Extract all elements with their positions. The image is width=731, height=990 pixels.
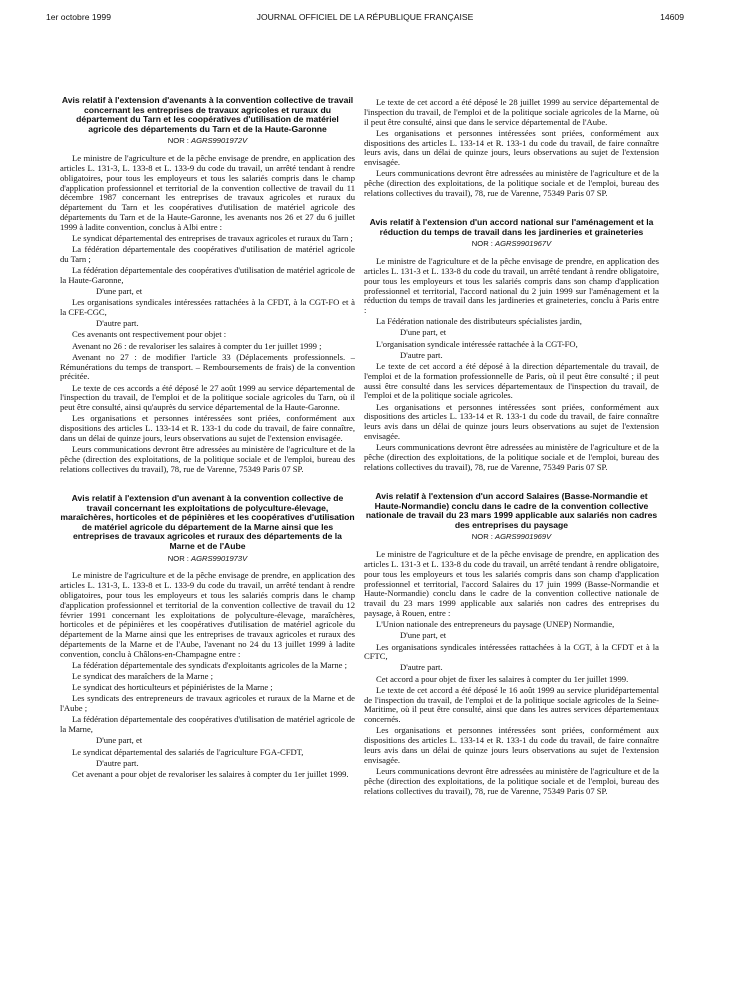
left-column [60,96,355,986]
paragraph: Leurs communications devront être adressées au ministère de l'agriculture et de la pêche (direction des exploitations, de la politique sociale et de l'emploi, bureau des relations collectives du travail), 78, rue de Varenne, 75349 Paris 07 SP. [364,168,659,198]
nor-reference [364,239,659,249]
nor-code: AGRS9901967V [495,239,552,249]
page-number: 14609 [660,12,684,22]
paragraph: Les organisations et personnes intéressées sont priées, conformément aux dispositions des articles L. 133-14 et R. 133-1 du code du travail, de faire connaître leurs avis, dans un délai de quinze jours, leurs observations au sujet de l'extension envisagée. [364,127,659,168]
notice-tarn [60,96,355,475]
nor-label: NOR : [167,136,189,146]
nor-reference [60,554,355,564]
paragraph: Le syndicat départemental des entreprises de travaux agricoles et ruraux du Tarn ; [72,232,353,243]
paragraph: Les organisations syndicales intéressées rattachées à la CGT, à la CFDT et à la CFTC, [364,641,659,662]
paragraph: L'Union nationale des entrepreneurs du paysage (UNEP) Normandie, [376,619,615,630]
nor-code: AGRS9901969V [495,532,552,542]
notice-marne [60,494,355,780]
paragraph: Le texte de ces accords a été déposé le 27 août 1999 au service départemental de l'inspection du travail, de l'emploi et de la politique sociale agricoles du Tarn, où il peut être consulté, ainsi qu'auprès du service départemental de la Haute-Garonne. [60,382,355,413]
nor-label: NOR : [471,239,493,249]
paragraph: D'autre part. [96,318,139,329]
paragraph: Leurs communications devront être adressées au ministère de l'agriculture et de la pêche (direction des exploitations, de la politique sociale et de l'emploi, bureau des relations collectives du travail), 78, rue de Varenne, 75349 Paris 07 SP. [364,442,659,472]
notice-title: Avis relatif à l'extension d'un accord national sur l'aménagement et la réduction du temps de travail dans les jardineries et graineteries [369,217,654,237]
notice-separator [364,474,659,492]
paragraph: Leurs communications devront être adressées au ministère de l'agriculture et de la pêche (direction des exploitations, de la politique sociale et de l'emploi, bureau des relations collectives du travail), 78, rue de Varenne, 75349 Paris 07 SP. [60,444,355,474]
issue-date: 1er octobre 1999 [46,12,111,22]
right-column [364,98,659,988]
paragraph: Le texte de cet accord a été déposé le 16 août 1999 au service pluridépartemental de l'inspection du travail, de l'emploi et de la politique sociale agricoles de la Seine-Maritime, où il peut être consulté, ainsi que dans les autres services départementaux concernés. [364,684,659,725]
paragraph: Le ministre de l'agriculture et de la pêche envisage de prendre, en application des articles L. 131-3, L. 133-8 et L. 133-9 du code du travail, un arrêté tendant à rendre obligatoires, pour tous les employeurs et tous les salariés compris dans le champ d'application professionnel et territorial de la convention collective de travail du 11 décembre 1987 concernant les entreprises de travaux agricoles et ruraux du département du Tarn et les coopératives d'utilisation de matériel agricole des départements du Tarn et de la Haute-Garonne, les avenants nos 26 et 27 du 6 juillet 1999 à ladite convention, conclus à Albi entre : [60,153,355,232]
paragraph: Le syndicat départemental des salariés de l'agriculture FGA-CFDT, [72,746,304,757]
notice-title: Avis relatif à l'extension d'un accord Salaires (Basse-Normandie et Haute-Normandie) conclu dans le cadre de la convention collective nationale de travail du 23 mars 1999 applicable aux salariés non cadres des entreprises du paysage [365,490,658,530]
paragraph: Les organisations et personnes intéressées sont priées, conformément aux dispositions des articles L. 133-14 et R. 133-1 du code du travail, de faire connaître, dans un délai de quinze jours, leurs observations au sujet de l'extension envisagée. [60,413,355,443]
notice-title: Avis relatif à l'extension d'un avenant à la convention collective de travail concernant les exploitations de polyculture-élevage, maraîchères, horticoles et de pépinières et les coopératives d'utilisation de matériel agricole du département de la Marne ainsi que les entreprises de travaux agricoles et ruraux des départements de la Marne et de l'Aube [60,492,355,551]
notice-jardineries [364,218,659,472]
notice-separator [60,476,355,494]
paragraph: La fédération départementale des syndicats d'exploitants agricoles de la Marne ; [72,659,348,670]
paragraph: D'une part, et [400,327,447,338]
paragraph: Le ministre de l'agriculture et de la pêche envisage de prendre, en application des articles L. 131-3, L. 133-8 et L. 133-9 du code du travail, un arrêté tendant à rendre obligatoires, pour tous les employeurs et tous les salariés compris dans le champ d'application professionnel et territorial de la convention collective de travail du 12 février 1991 concernant les exploitations de polyculture-élevage, maraîchères, horticoles et de pépinières et les coopératives d'utilisation de matériel agricole du département de la Marne ainsi que les entreprises de travaux agricoles et ruraux des départements de la Marne et de l'Aube, l'avenant no 24 du 13 juillet 1999 à ladite convention, conclu à Châlons-en-Champagne entre : [60,570,355,659]
nor-code: AGRS9901972V [191,136,248,146]
paragraph: Le syndicat des horticulteurs et pépiniéristes de la Marne ; [72,682,273,693]
paragraph: Cet avenant a pour objet de revaloriser les salaires à compter du 1er juillet 1999. [72,768,349,779]
nor-label: NOR : [471,532,493,542]
paragraph: Les organisations syndicales intéressées rattachées à la CFDT, à la CGT-FO et à la CFE-CGC, [60,297,355,318]
paragraph: Les organisations et personnes intéressées sont priées, conformément aux dispositions des articles L. 133-14 et R. 133-1 du code du travail, de faire connaître leurs avis dans un délai de quinze jours leurs observations au sujet de l'extension envisagée. [364,725,659,765]
paragraph: L'organisation syndicale intéressée rattachée à la CGT-FO, [376,338,578,349]
paragraph: Ces avenants ont respectivement pour objet : [72,329,227,340]
notice-paysage [364,492,659,796]
paragraph: Le ministre de l'agriculture et de la pêche envisage de prendre, en application des articles L. 131-3 et L. 133-8 du code du travail, un arrêté tendant à rendre obligatoire, pour tous les employeurs et tous les salariés compris dans son champ d'application professionnel et territorial, l'accord Salaires du 17 juin 1999 (Basse-Normandie et Haute-Normandie) conclu dans le cadre de la convention collective nationale de travail du 23 mars 1999 applicable aux salariés non cadres des entreprises du paysage, à Rouen, entre : [364,549,659,618]
paragraph: Avenant no 26 : de revaloriser les salaires à compter du 1er juillet 1999 ; [72,340,322,351]
nor-reference [364,532,659,542]
nor-label: NOR : [167,553,189,563]
paragraph: D'une part, et [96,286,143,297]
journal-title: JOURNAL OFFICIEL DE LA RÉPUBLIQUE FRANÇAISE [256,12,474,22]
paragraph: Le ministre de l'agriculture et de la pêche envisage de prendre, en application des articles L. 131-3 et L. 133-8 du code du travail, un arrêté tendant à rendre obligatoire, pour tous les employeurs et tous les salariés compris dans son champ d'application professionnel et territorial, l'accord national du 2 juin 1999 sur l'aménagement et la réduction du temps de travail dans les jardineries et graineteries, conclu à Paris entre : [364,256,659,316]
paragraph: Avenant no 27 : de modifier l'article 33 (Déplacements professionnels. – Rémunérations du temps de transport. – Remboursements de frais) de la convention précitée. [60,351,355,382]
nor-reference [60,136,355,146]
paragraph: Leurs communications devront être adressées au ministère de l'agriculture et de la pêche (direction des exploitations, de la politique sociale et de l'emploi, bureau des relations collectives du travail), 78, rue de Varenne, 75349 Paris 07 SP. [364,766,659,796]
paragraph: D'une part, et [96,735,143,746]
paragraph: La Fédération nationale des distributeurs spécialistes jardin, [376,316,582,327]
paragraph: Les syndicats des entrepreneurs de travaux agricoles et ruraux de la Marne et de l'Aube ; [60,693,355,714]
nor-code: AGRS9901973V [191,553,248,563]
paragraph: D'autre part. [96,757,139,768]
paragraph: Les organisations et personnes intéressées sont priées, conformément aux dispositions des articles L. 133-14 et R. 133-1 du code du travail, de faire connaître leurs avis dans un délai de quinze jours leurs observations au sujet de l'extension envisagée. [364,401,659,442]
page-header [46,12,684,26]
paragraph: Le syndicat des maraîchers de la Marne ; [72,671,214,682]
paragraph: Le texte de cet accord a été déposé à la direction départementale du travail, de l'emploi et de la formation professionnelle de Paris, où il peut être consulté ; il peut aussi être consulté dans les services départementaux de l'inspection du travail, de l'emploi et de la politique sociale agricoles. [364,361,659,401]
paragraph: D'autre part. [400,349,443,360]
paragraph: D'autre part. [400,662,443,673]
notice-marne-continued [364,98,659,199]
notice-title: Avis relatif à l'extension d'avenants à la convention collective de travail concernant les entreprises de travaux agricoles et ruraux du département du Tarn et les coopératives d'utilisation de matériel agricole des départements du Tarn et de la Haute-Garonne [61,96,354,134]
paragraph: Cet accord a pour objet de fixer les salaires à compter du 1er juillet 1999. [376,673,629,684]
paragraph: La fédération départementale des coopératives d'utilisation de matériel agricole du Tarn ; [60,244,355,264]
paragraph: La fédération départementale des coopératives d'utilisation de matériel agricole de la Marne, [60,714,355,735]
notice-separator [364,200,659,218]
paragraph: D'une part, et [400,630,447,641]
paragraph: La fédération départementale des coopératives d'utilisation de matériel agricole de la Haute-Garonne, [60,265,355,285]
paragraph: Le texte de cet accord a été déposé le 28 juillet 1999 au service départemental de l'inspection du travail, de l'emploi et de la politique sociale agricoles de la Marne, où il peut être consulté, ainsi que dans le service départemental de l'Aube. [364,98,659,127]
